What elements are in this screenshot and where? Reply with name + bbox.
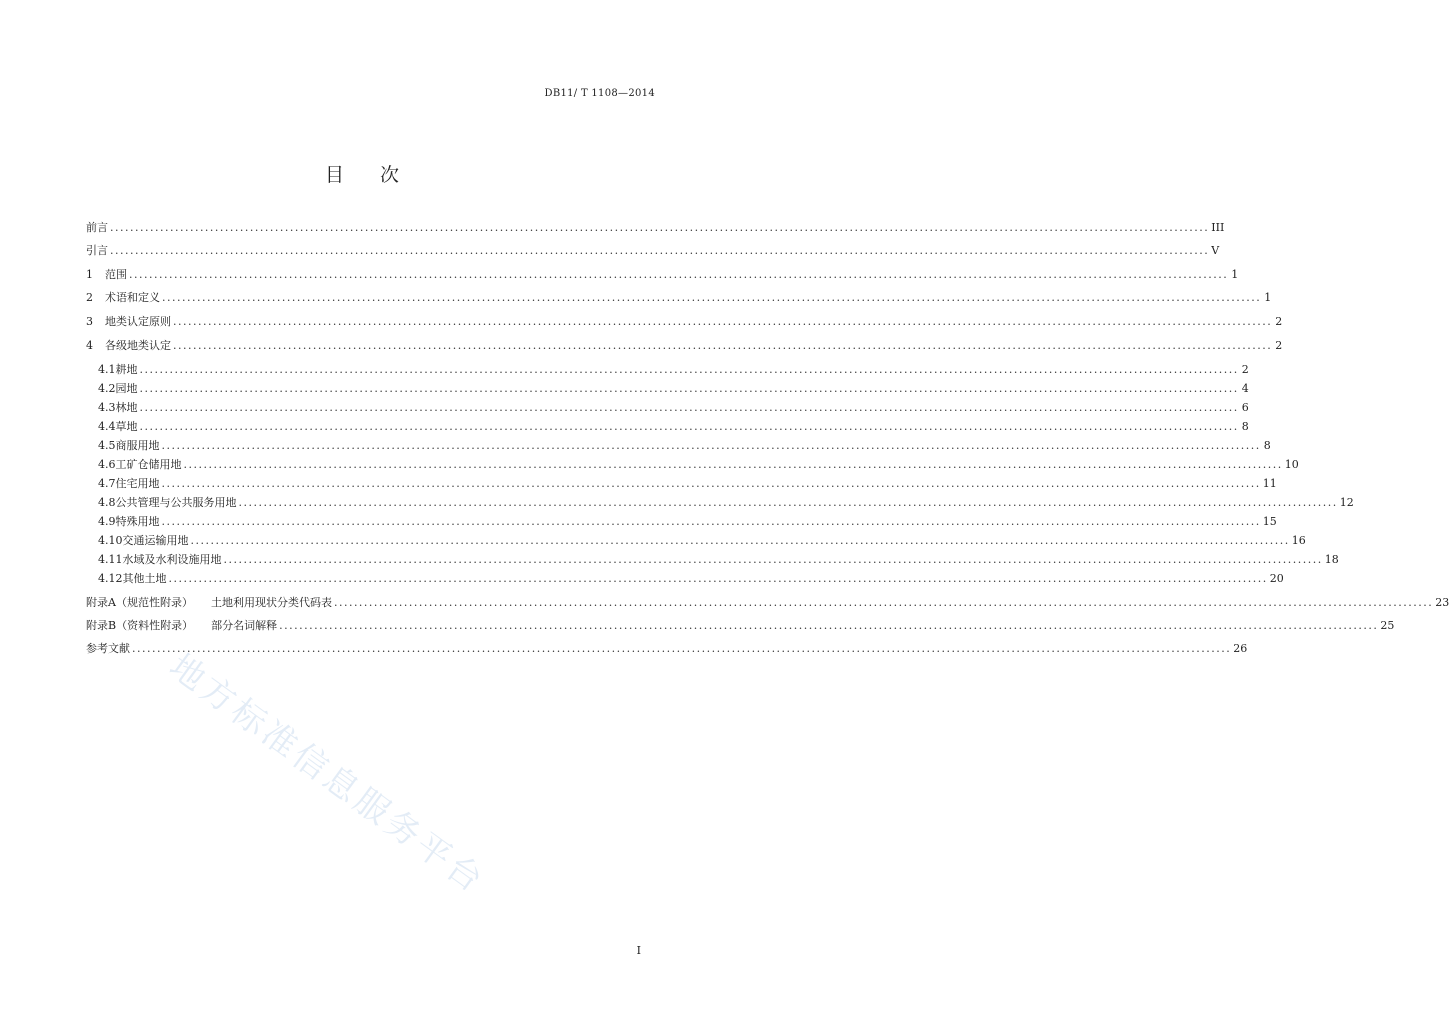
toc-entry-number: 4.12 <box>98 572 123 585</box>
page-number: I <box>636 944 641 957</box>
toc-entry-label: 园地 <box>115 382 138 395</box>
toc-entry-page: 2 <box>1275 339 1283 352</box>
toc-entry-page: 12 <box>1339 496 1354 509</box>
toc-leader: ............................................................................................................................................................................................................................ <box>161 515 1261 528</box>
toc-entry-page: 11 <box>1262 477 1277 490</box>
toc-entry-label: 术语和定义 <box>105 291 160 304</box>
toc-entry-label: 交通运输用地 <box>122 534 189 547</box>
toc-entry-number: 4.8 <box>98 496 116 509</box>
toc-entry-label: 前言 <box>86 221 108 234</box>
toc-entry-page: 2 <box>1275 315 1283 328</box>
toc-entry-page: 20 <box>1269 572 1284 585</box>
toc-entry-label: 公共管理与公共服务用地 <box>115 496 237 509</box>
toc-entry-label: 各级地类认定 <box>105 339 171 352</box>
toc-entry-2[interactable] <box>86 290 1272 306</box>
toc-entry-1[interactable] <box>86 267 1239 283</box>
toc-entry-label: 林地 <box>115 401 138 414</box>
toc-leader: ............................................................................................................................................................................................................................ <box>162 291 1262 304</box>
toc-entry-number: 4.9 <box>98 515 116 528</box>
toc-leader: ............................................................................................................................................................................................................................ <box>168 572 1268 585</box>
title-char-2: 次 <box>380 164 400 186</box>
toc-entry-number: 4.11 <box>98 553 123 566</box>
toc-entry-number: 4.1 <box>98 363 116 376</box>
toc-entry-4-2[interactable] <box>98 381 1249 397</box>
toc-entry-page: 16 <box>1291 534 1306 547</box>
toc-entry-page: 15 <box>1262 515 1277 528</box>
toc-leader: ............................................................................................................................................................................................................................ <box>132 642 1232 655</box>
toc-entry-4-9[interactable] <box>98 514 1277 530</box>
toc-entry-label: 水域及水利设施用地 <box>122 553 222 566</box>
toc-entry-page: 8 <box>1263 439 1271 452</box>
toc-entry-label: 范围 <box>105 268 127 281</box>
toc-entry-page: III <box>1211 221 1225 234</box>
toc-entry-4-7[interactable] <box>98 476 1277 492</box>
watermark: 地方标准信息服务平台 <box>161 646 493 903</box>
toc-entry-references[interactable] <box>86 641 1248 657</box>
toc-entry-4-4[interactable] <box>98 419 1249 435</box>
toc-entry-page: 18 <box>1324 553 1339 566</box>
toc-entry-appendix-b[interactable] <box>86 618 1395 634</box>
toc-entry-page: 4 <box>1241 382 1249 395</box>
toc-leader: ............................................................................................................................................................................................................................ <box>139 401 1239 414</box>
toc-leader: ............................................................................................................................................................................................................................ <box>183 458 1283 471</box>
toc-entry-page: 10 <box>1284 458 1299 471</box>
toc-entry-label: 商服用地 <box>115 439 160 452</box>
toc-entry-page: 1 <box>1231 268 1239 281</box>
toc-leader: ............................................................................................................................................................................................................................ <box>173 315 1273 328</box>
title-char-1: 目 <box>324 164 344 186</box>
toc-leader: ............................................................................................................................................................................................................................ <box>238 496 1338 509</box>
toc-entry-page: 1 <box>1264 291 1272 304</box>
toc-entry-number: 4.5 <box>98 439 116 452</box>
toc-entry-4-1[interactable] <box>98 362 1249 378</box>
toc-leader: ............................................................................................................................................................................................................................ <box>173 339 1273 352</box>
toc-entry-label: 特殊用地 <box>115 515 160 528</box>
toc-entry-label: 耕地 <box>115 363 138 376</box>
standard-code: DB11/ T 1108—2014 <box>544 88 655 99</box>
toc-entry-number: 4.6 <box>98 458 116 471</box>
toc-leader: ............................................................................................................................................................................................................................ <box>279 619 1379 632</box>
toc-leader: ............................................................................................................................................................................................................................ <box>161 477 1261 490</box>
toc-entry-page: 2 <box>1241 363 1249 376</box>
toc-entry-label: 其他土地 <box>122 572 167 585</box>
toc-leader: ............................................................................................................................................................................................................................ <box>110 221 1210 234</box>
toc-entry-number: 附录A（规范性附录） <box>86 596 193 609</box>
toc-entry-label: 草地 <box>115 420 138 433</box>
toc-entry-number: 4.2 <box>98 382 116 395</box>
toc-leader: ............................................................................................................................................................................................................................ <box>129 268 1229 281</box>
toc-entry-label: 工矿仓储用地 <box>115 458 182 471</box>
toc-entry-number: 附录B（资料性附录） <box>86 619 194 632</box>
toc-leader: ............................................................................................................................................................................................................................ <box>190 534 1290 547</box>
toc-entry-4-10[interactable] <box>98 533 1306 549</box>
toc-entry-number: 4.10 <box>98 534 123 547</box>
toc-entry-4-12[interactable] <box>98 571 1284 587</box>
toc-entry-number: 3 <box>86 315 93 328</box>
page-title <box>0 160 724 187</box>
toc-entry-4-5[interactable] <box>98 438 1271 454</box>
toc-entry-label: 住宅用地 <box>115 477 160 490</box>
toc-entry-4[interactable] <box>86 338 1283 354</box>
toc-leader: ............................................................................................................................................................................................................................ <box>110 244 1210 257</box>
toc-leader: ............................................................................................................................................................................................................................ <box>333 596 1434 609</box>
toc-entry-3[interactable] <box>86 314 1283 330</box>
toc-entry-number: 4.7 <box>98 477 116 490</box>
toc-entry-number: 2 <box>86 291 93 304</box>
toc-entry-page: V <box>1211 244 1220 257</box>
toc-entry-number: 4 <box>86 339 93 352</box>
toc-entry-introduction[interactable] <box>86 243 1220 259</box>
toc-entry-foreword[interactable] <box>86 220 1225 236</box>
toc-entry-number: 4.3 <box>98 401 116 414</box>
toc-entry-page: 6 <box>1241 401 1249 414</box>
toc-leader: ............................................................................................................................................................................................................................ <box>161 439 1261 452</box>
toc-entry-label: 引言 <box>86 244 108 257</box>
toc-entry-page: 8 <box>1241 420 1249 433</box>
toc-entry-appendix-a[interactable] <box>86 595 1449 611</box>
toc-entry-label: 土地利用现状分类代码表 <box>210 596 332 609</box>
toc-entry-4-3[interactable] <box>98 400 1249 416</box>
toc-leader: ............................................................................................................................................................................................................................ <box>139 420 1239 433</box>
toc-entry-page: 25 <box>1380 619 1395 632</box>
toc-entry-label: 地类认定原则 <box>105 315 171 328</box>
toc-leader: ............................................................................................................................................................................................................................ <box>139 382 1239 395</box>
toc-entry-page: 26 <box>1233 642 1248 655</box>
toc-entry-4-6[interactable] <box>98 457 1299 473</box>
toc-entry-number: 4.4 <box>98 420 116 433</box>
toc-entry-4-11[interactable] <box>98 552 1339 568</box>
toc-leader: ............................................................................................................................................................................................................................ <box>139 363 1239 376</box>
toc-entry-4-8[interactable] <box>98 495 1354 511</box>
toc-leader: ............................................................................................................................................................................................................................ <box>223 553 1323 566</box>
toc-entry-label: 参考文献 <box>86 642 130 655</box>
toc-entry-page: 23 <box>1435 596 1449 609</box>
toc-entry-number: 1 <box>86 268 93 281</box>
toc-entry-label: 部分名词解释 <box>211 619 278 632</box>
